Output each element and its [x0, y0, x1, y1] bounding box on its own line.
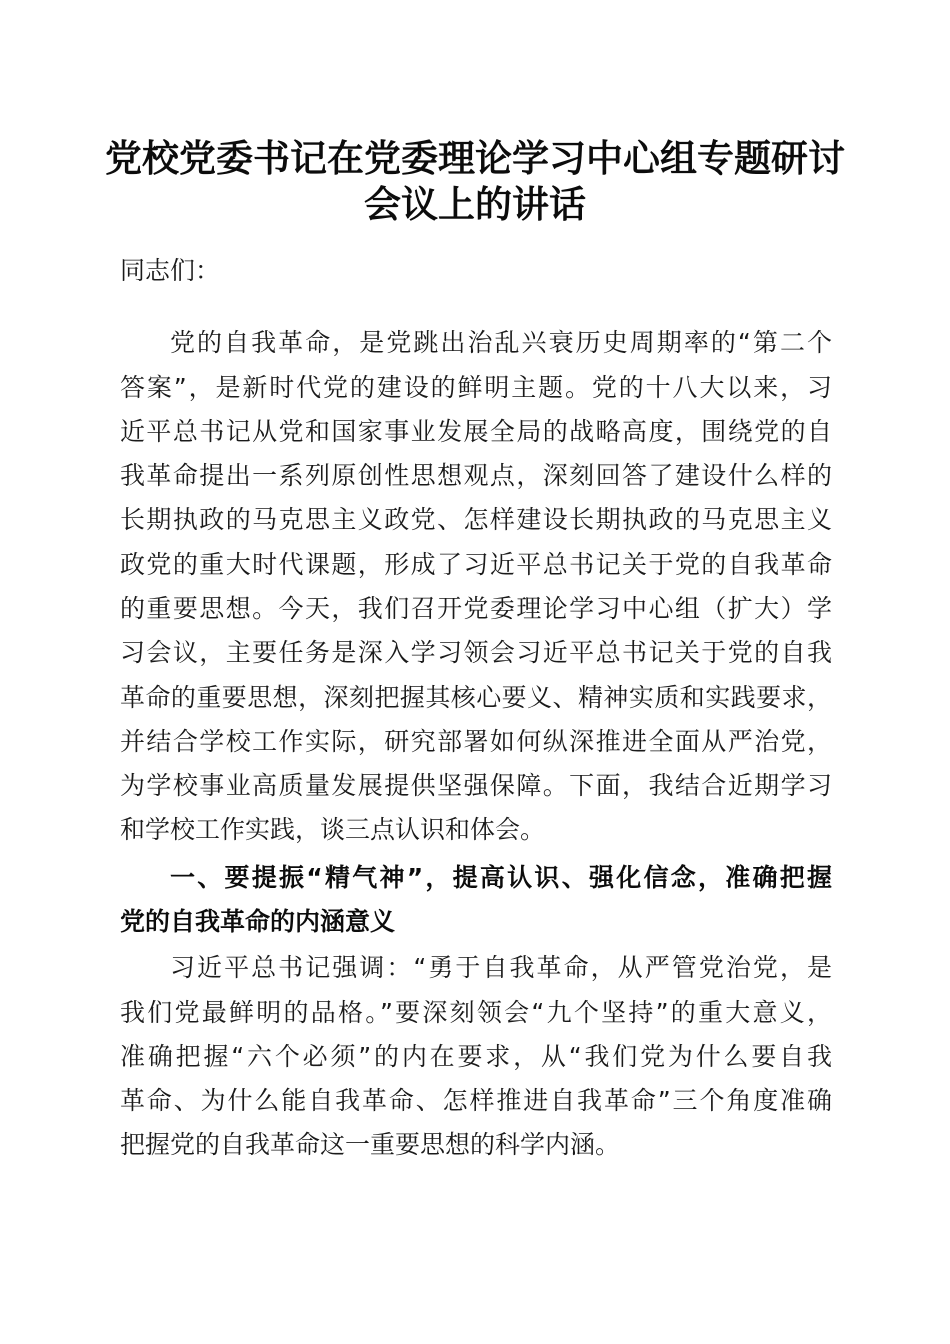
paragraph-1-line: 党的自我革命，是党跳出治乱兴衰历史周期率的“第二个	[170, 328, 832, 357]
paragraph-2-line: 革命、为什么能自我革命、怎样推进自我革命”三个角度准确	[120, 1086, 832, 1115]
paragraph-1-line: 近平总书记从党和国家事业发展全局的战略高度，围绕党的自	[120, 417, 832, 446]
paragraph-1-line: 习会议，主要任务是深入学习领会习近平总书记关于党的自我	[120, 638, 832, 667]
paragraph-1-line: 的重要思想。今天，我们召开党委理论学习中心组（扩大）学	[120, 594, 832, 623]
paragraph-2-line: 准确把握“六个必须”的内在要求，从“我们党为什么要自我	[120, 1042, 832, 1071]
section-heading-1: 一、要提振“精气神”，提高认识、强化信念，准确把握	[170, 863, 832, 892]
paragraph-1-line: 为学校事业高质量发展提供坚强保障。下面，我结合近期学习	[120, 771, 832, 800]
paragraph-1-line: 并结合学校工作实际，研究部署如何纵深推进全面从严治党，	[120, 727, 832, 756]
paragraph-1-line: 和学校工作实践，谈三点认识和体会。	[120, 815, 546, 844]
paragraph-2-line: 我们党最鲜明的品格。”要深刻领会“九个坚持”的重大意义，	[120, 998, 832, 1027]
paragraph-1-line: 我革命提出一系列原创性思想观点，深刻回答了建设什么样的	[120, 461, 832, 490]
paragraph-1-line: 长期执政的马克思主义政党、怎样建设长期执政的马克思主义	[120, 505, 832, 534]
paragraph-1-line: 答案”，是新时代党的建设的鲜明主题。党的十八大以来，习	[120, 373, 832, 402]
document-title-line-2: 会议上的讲话	[364, 182, 586, 226]
document-title-line-1: 党校党委书记在党委理论学习中心组专题研讨	[105, 136, 845, 180]
paragraph-1-line: 革命的重要思想，深刻把握其核心要义、精神实质和实践要求，	[120, 683, 832, 712]
section-heading-1-continued: 党的自我革命的内涵意义	[120, 907, 396, 936]
paragraph-2-line: 把握党的自我革命这一重要思想的科学内涵。	[120, 1130, 621, 1159]
salutation: 同志们：	[120, 256, 221, 285]
paragraph-2-line: 习近平总书记强调：“勇于自我革命，从严管党治党，是	[170, 953, 832, 982]
paragraph-1-line: 政党的重大时代课题，形成了习近平总书记关于党的自我革命	[120, 550, 832, 579]
